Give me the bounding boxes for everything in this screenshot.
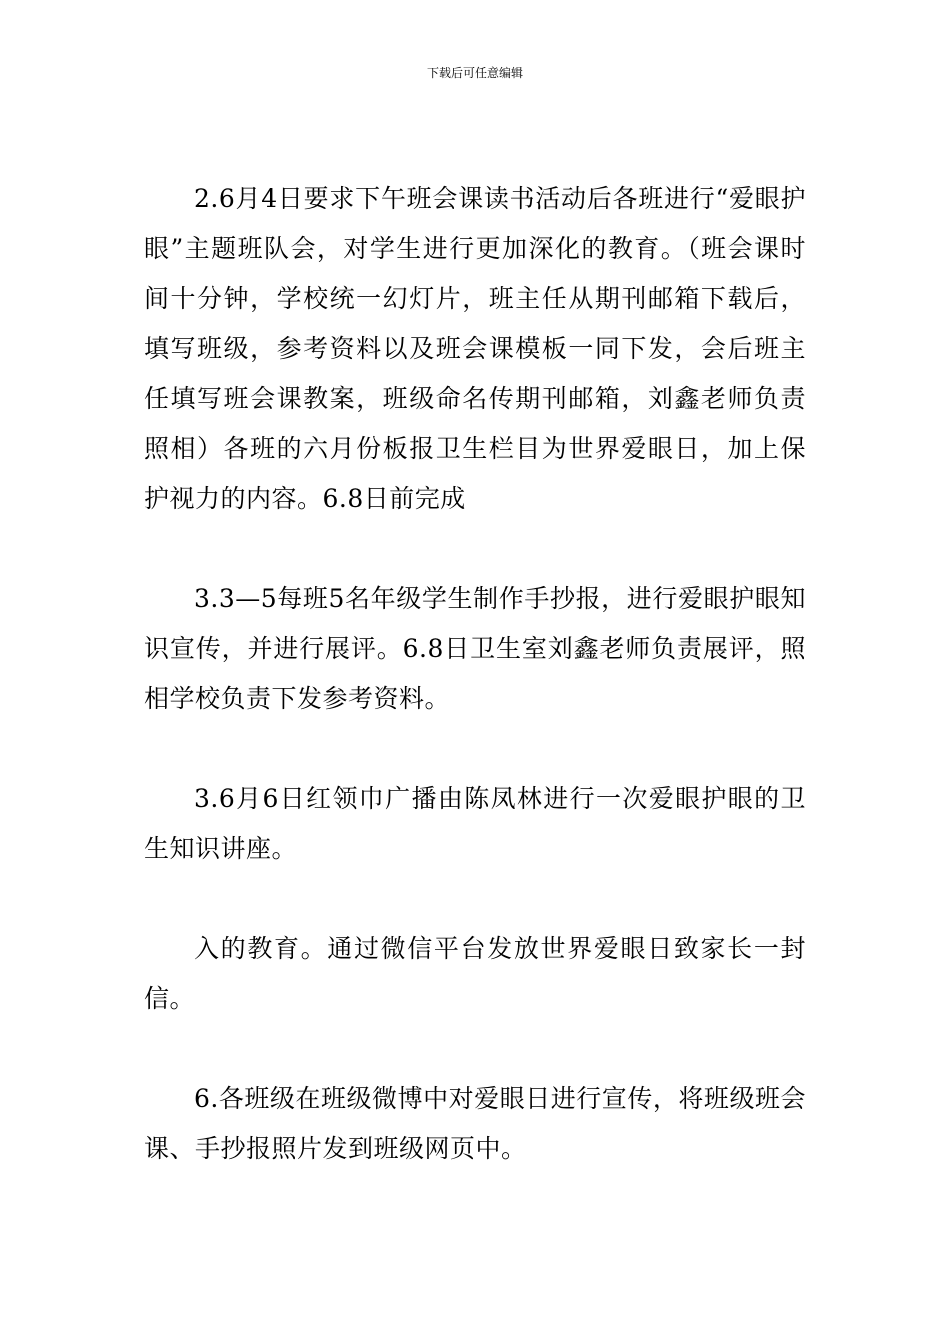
paragraph-eye-care-class-meeting: 2.6月4日要求下午班会课读书活动后各班进行“爱眼护眼”主题班队会，对学生进行更加深化的教育。（班会课时间十分钟，学校统一幻灯片，班主任从期刊邮箱下载后，填写班级，参考资料以及班会课模板一同下发，会后班主任填写班会课教案，班级命名传期刊邮箱，刘鑫老师负责照相）各班的六月份板报卫生栏目为世界爱眼日，加上保护视力的内容。6.8日前完成	[144, 184, 806, 513]
paragraph-handwritten-newspaper: 3.3—5每班5名年级学生制作手抄报，进行爱眼护眼知识宣传，并进行展评。6.8日卫生室刘鑫老师负责展评，照相学校负责下发参考资料。	[144, 584, 806, 713]
page-header: 下载后可任意编辑	[426, 66, 523, 80]
paragraph-parent-letter: 入的教育。通过微信平台发放世界爱眼日致家长一封信。	[144, 934, 806, 1013]
paragraph-radio-lecture: 3.6月6日红领巾广播由陈凤林进行一次爱眼护眼的卫生知识讲座。	[144, 784, 806, 863]
paragraph-class-weibo: 6.各班级在班级微博中对爱眼日进行宣传，将班级班会课、手抄报照片发到班级网页中。	[144, 1084, 806, 1163]
document-body	[144, 174, 806, 1174]
